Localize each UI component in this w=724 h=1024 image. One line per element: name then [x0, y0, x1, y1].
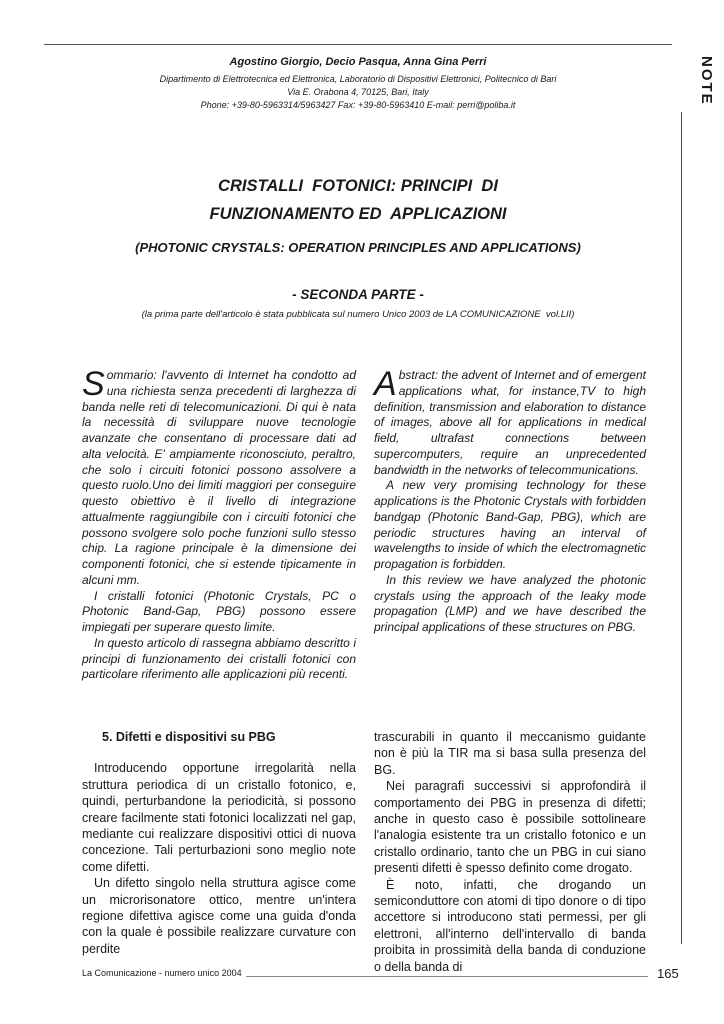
address: Via E. Orabona 4, 70125, Bari, Italy — [287, 87, 429, 97]
contact-info: Phone: +39-80-5963314/5963427 Fax: +39-80-5963410 E-mail: perri@poliba.it — [200, 100, 516, 110]
footer-journal: La Comunicazione - numero unico 2004 — [82, 968, 242, 978]
body-paragraph: trascurabili in quanto il meccanismo guidante non è più la TIR ma si basa sulla presenza del BG. — [374, 730, 646, 777]
section-heading: 5. Difetti e dispositivi su PBG — [102, 730, 276, 744]
abstract-block — [374, 365, 646, 636]
abstract-p1 — [374, 365, 646, 478]
body-right-column — [374, 729, 646, 975]
sommario-p1 — [82, 365, 356, 589]
part-label: - SECONDA PARTE - — [292, 287, 424, 302]
abstract-p2: A new very promising technology for these applications is the Photonic Crystals with forbidden bandgap (Photonic Band-Gap, PBG), which are periodic structures having an interval of wavelengths to inside of which the electromagnetic propagation is forbidden. — [374, 478, 646, 571]
body-paragraph: Un difetto singolo nella struttura agisce come un microrisonatore ottico, mentre un'intera regione difettiva agisce come una guida d'onda con la quale è possibile realizzare curvature con perdite — [82, 876, 356, 956]
body-paragraph: È noto, infatti, che drogando un semiconduttore con atomi di tipo donore o di tipo accettore si introducono stati permessi, per gli elettroni, all'interno dell'intervallo di banda proibita in prossimità della banda di conduzione o della banda di — [374, 877, 646, 974]
abstract-text-1: bstract: the advent of Internet and of emergent applications what, for instance,TV to high definition, transmission and elaboration to distance of images, above all for applications in medical field, ultrafast connections between supercomputers, require an unprecedented bandwidth in the networks of telecommunications. — [374, 368, 646, 477]
sommario-p3: In questo articolo di rassegna abbiamo descritto i principi di funzionamento dei cristalli fotonici con particolare riferimento alle applicazioni più recenti. — [82, 635, 356, 682]
body-paragraph: Introducendo opportune irregolarità nella struttura periodica di un cristallo fotonico, e, quindi, perturbandone la periodicità, si possono creare facilmente stati fotonici localizzati nel gap, mediante cui realizzare dispositivi ottici di nuova concezione. Tali perturbazioni sono meglio note come difetti. — [82, 761, 356, 874]
dropcap-s: S — [82, 365, 105, 403]
top-rule — [44, 44, 672, 45]
english-title: (PHOTONIC CRYSTALS: OPERATION PRINCIPLES AND APPLICATIONS) — [135, 240, 581, 255]
section-label-note: NOTE — [698, 56, 715, 106]
footer-rule — [246, 976, 648, 977]
title-line-2: FUNZIONAMENTO ED APPLICAZIONI — [209, 205, 507, 223]
sommario-block — [82, 365, 356, 683]
page-number: 165 — [657, 966, 679, 981]
publication-note: (la prima parte dell'articolo è stata pubblicata sul numero Unico 2003 de LA COMUNICAZIONE vol.LII) — [141, 309, 575, 320]
sommario-p2: I cristalli fotonici (Photonic Crystals, PC o Photonic Band-Gap, PBG) possono essere impiegati per superare questo limite. — [82, 588, 356, 634]
authors: Agostino Giorgio, Decio Pasqua, Anna Gina Perri — [229, 56, 487, 68]
body-left-column — [82, 729, 356, 957]
dropcap-a: A — [374, 365, 397, 403]
abstract-p3: In this review we have analyzed the photonic crystals using the approach of the leaky mode propagation (LMP) and we have described the principal applications of these structures on PBG. — [374, 572, 646, 634]
body-paragraph: Nei paragrafi successivi si approfondirà il comportamento dei PBG in presenza di difetti; anche in questo caso è possibile sottolineare l'analogia esistente tra un cristallo fotonico e un cristallo ordinario, tanto che un PBG in cui siano presenti difetti è spesso definito come drogato. — [374, 779, 646, 876]
affiliation: Dipartimento di Elettrotecnica ed Elettronica, Laboratorio di Dispositivi Elettronici, Politecnico di Bari — [159, 74, 557, 84]
sommario-text-1: ommario: l'avvento di Internet ha condotto ad una richiesta senza precedenti di larghezza di banda nelle reti di telecomunicazioni. Di qui è nata la necessità di sviluppare nuove tecnologie avanzate che consentano di processare dati ad alta velocità. E' ampiamente riconosciuto, peraltro, che solo i circuiti fotonici possono assolvere a questo ruolo.Uno dei limiti maggiori per conseguire questo obiettivo è il livello di integrazione attualmente raggiungibile con i circuiti fotonici che possono svolgere solo poche funzioni sullo stesso chip. La ragione principale è la dimensione dei componenti fotonici, che si estende tipicamente in alcuni mm. — [82, 368, 356, 587]
side-rule — [681, 112, 682, 944]
title-line-1: CRISTALLI FOTONICI: PRINCIPI DI — [218, 177, 498, 195]
